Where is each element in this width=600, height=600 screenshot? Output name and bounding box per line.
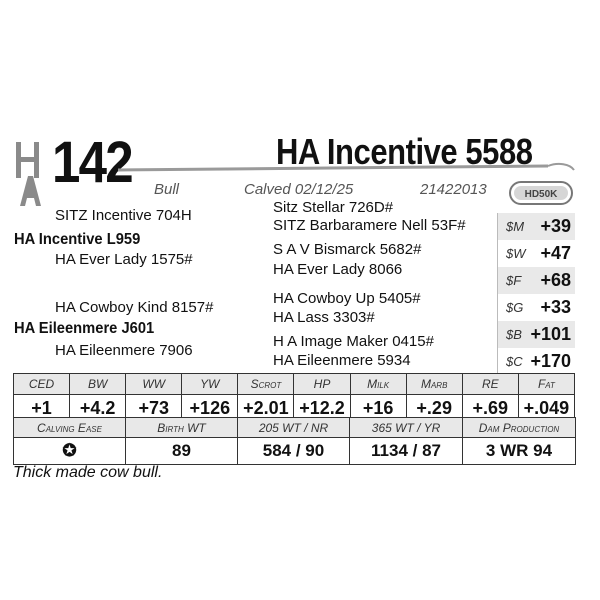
- index-label: $F: [506, 273, 522, 288]
- pedigree-right-2: SITZ Barbaramere Nell 53F#: [273, 217, 466, 234]
- index-label: $G: [506, 300, 524, 315]
- epd-header-row: [14, 374, 575, 395]
- epd-value: +126: [182, 395, 238, 422]
- index-value: +47: [540, 243, 571, 263]
- epd-header: WW: [126, 374, 182, 395]
- epd-header: HP: [294, 374, 350, 395]
- epd-value: +73: [126, 395, 182, 422]
- epd-header: Scrot: [238, 374, 294, 395]
- sire: HA Incentive L959: [14, 231, 141, 248]
- registration-number: 21422013: [420, 181, 487, 198]
- index-value: +101: [530, 324, 571, 344]
- epd-header: BW: [70, 374, 126, 395]
- pedigree-right-3: S A V Bismarck 5682#: [273, 241, 422, 258]
- pedigree-right-8: HA Eileenmere 5934: [273, 352, 411, 369]
- pedigree-right-7: H A Image Maker 0415#: [273, 333, 434, 350]
- sire-sire: SITZ Incentive 704H: [55, 207, 192, 224]
- index-row: [498, 348, 575, 375]
- performance-header: Dam Production: [463, 418, 576, 438]
- epd-value: +.049: [518, 395, 574, 422]
- performance-header: Birth WT: [126, 418, 238, 438]
- epd-header: Fat: [518, 374, 574, 395]
- epd-value: +2.01: [238, 395, 294, 422]
- dam: HA Eileenmere J601: [14, 320, 155, 337]
- epd-header: Milk: [350, 374, 406, 395]
- lot-number: 142: [52, 130, 132, 195]
- performance-header-row: [14, 418, 576, 438]
- index-value: +39: [540, 216, 571, 236]
- index-label: $M: [506, 219, 525, 234]
- hd50k-text: HD50K: [524, 189, 558, 200]
- pedigree-right-1: Sitz Stellar 726D#: [273, 199, 394, 216]
- index-row: [498, 321, 575, 348]
- epd-value: +16: [350, 395, 406, 422]
- epd-value: +.69: [462, 395, 518, 422]
- epd-header: Marb: [406, 374, 462, 395]
- epd-value: +1: [14, 395, 70, 422]
- comment: Thick made cow bull.: [13, 464, 163, 481]
- performance-value: 89: [126, 438, 238, 465]
- performance-value-row: [14, 438, 576, 465]
- calved-date: Calved 02/12/25: [244, 181, 354, 198]
- index-row: [498, 267, 575, 294]
- animal-name: HA Incentive 5588: [276, 131, 533, 172]
- performance-header: Calving Ease: [14, 418, 126, 438]
- calving-ease-star-icon: ✪: [14, 438, 126, 465]
- epd-header: YW: [182, 374, 238, 395]
- index-value: +33: [540, 297, 571, 317]
- performance-value: 3 WR 94: [463, 438, 576, 465]
- dam-sire: HA Cowboy Kind 8157#: [55, 299, 214, 316]
- dam-dam: HA Eileenmere 7906: [55, 342, 193, 359]
- dollar-index-panel: [497, 213, 575, 373]
- index-row: [498, 294, 575, 321]
- index-row: [498, 213, 575, 240]
- epd-header: CED: [14, 374, 70, 395]
- performance-value: 1134 / 87: [350, 438, 463, 465]
- performance-value: 584 / 90: [238, 438, 350, 465]
- pedigree-right-5: HA Cowboy Up 5405#: [273, 290, 421, 307]
- epd-header: RE: [462, 374, 518, 395]
- performance-header: 205 WT / NR: [238, 418, 350, 438]
- index-row: [498, 240, 575, 267]
- index-value: +170: [530, 351, 571, 371]
- epd-value: +12.2: [294, 395, 350, 422]
- index-label: $B: [506, 327, 522, 342]
- index-label: $W: [506, 246, 526, 261]
- index-value: +68: [540, 270, 571, 290]
- epd-value: +4.2: [70, 395, 126, 422]
- pedigree-right-6: HA Lass 3303#: [273, 309, 375, 326]
- hd50k-badge: [509, 181, 573, 205]
- performance-table: [13, 417, 576, 465]
- ha-brand-logo: [14, 138, 54, 208]
- performance-header: 365 WT / YR: [350, 418, 463, 438]
- sex-label: Bull: [154, 181, 180, 198]
- index-label: $C: [506, 354, 523, 369]
- epd-table: [13, 373, 575, 422]
- epd-value: +.29: [406, 395, 462, 422]
- sire-dam: HA Ever Lady 1575#: [55, 251, 193, 268]
- pedigree-right-4: HA Ever Lady 8066: [273, 261, 403, 278]
